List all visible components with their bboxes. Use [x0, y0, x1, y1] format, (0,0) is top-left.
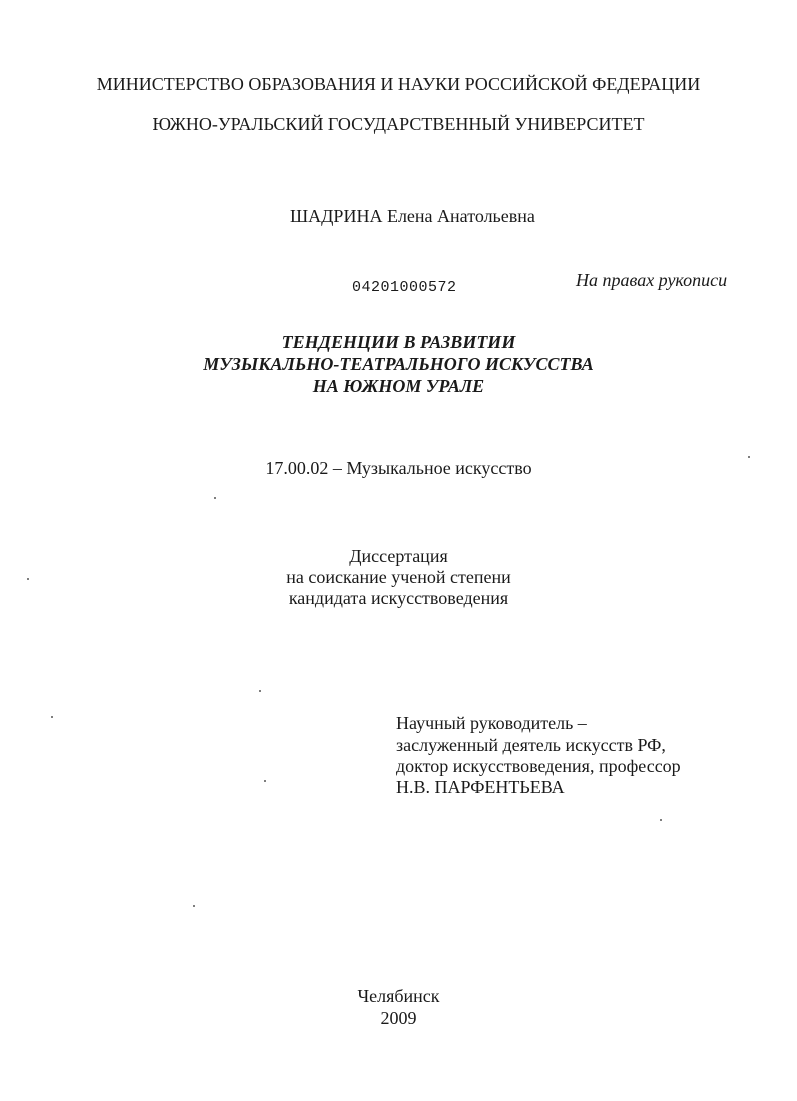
specialty-code: 17.00.02 – Музыкальное искусство	[265, 458, 532, 478]
ministry-name: МИНИСТЕРСТВО ОБРАЗОВАНИЯ И НАУКИ РОССИЙСКОЙ ФЕДЕРАЦИИ	[96, 74, 701, 94]
year: 2009	[380, 1008, 417, 1028]
degree-line: Диссертация	[349, 546, 448, 566]
university-name: ЮЖНО-УРАЛЬСКИЙ ГОСУДАРСТВЕННЫЙ УНИВЕРСИТЕТ	[152, 114, 645, 134]
title-line: ТЕНДЕНЦИИ В РАЗВИТИИ	[281, 332, 516, 352]
scan-speck	[660, 819, 662, 821]
scan-speck	[264, 780, 266, 782]
scan-speck	[748, 456, 750, 458]
scan-speck	[214, 497, 216, 499]
city: Челябинск	[357, 986, 440, 1006]
advisor-name: Н.В. ПАРФЕНТЬЕВА	[396, 777, 565, 797]
title-line: НА ЮЖНОМ УРАЛЕ	[312, 376, 485, 396]
advisor-line: Научный руководитель –	[396, 713, 587, 733]
title-line: МУЗЫКАЛЬНО-ТЕАТРАЛЬНОГО ИСКУССТВА	[203, 354, 594, 374]
document-code: 04201000572	[352, 279, 457, 296]
scan-speck	[259, 690, 261, 692]
scan-speck	[27, 578, 29, 580]
scan-speck	[193, 905, 195, 907]
author-name: ШАДРИНА Елена Анатольевна	[290, 206, 535, 226]
degree-line: кандидата искусствоведения	[288, 588, 509, 608]
scan-speck	[51, 716, 53, 718]
advisor-line: доктор искусствоведения, профессор	[396, 756, 681, 776]
degree-line: на соискание ученой степени	[286, 567, 511, 587]
manuscript-note: На правах рукописи	[576, 270, 728, 290]
advisor-line: заслуженный деятель искусств РФ,	[396, 735, 666, 755]
